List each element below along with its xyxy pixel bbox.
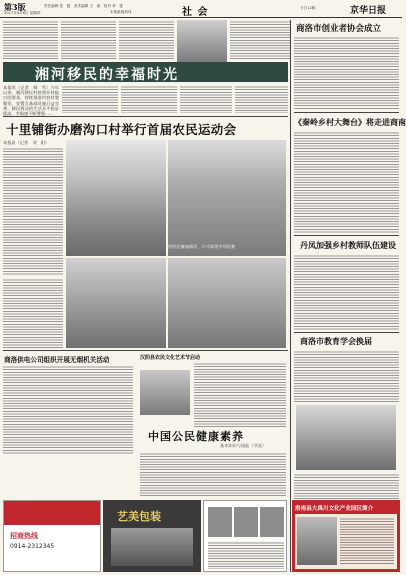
ad-portraits xyxy=(203,500,287,572)
ad-mid-photo xyxy=(111,528,193,566)
page-number: 第3版 xyxy=(4,2,26,12)
sports-photo-2 xyxy=(168,140,286,256)
ad-right-text xyxy=(340,517,394,565)
sports-photo-4 xyxy=(168,258,286,348)
sports-text-col-1 xyxy=(3,147,63,275)
top-text-col-2 xyxy=(61,20,116,60)
portrait xyxy=(260,507,284,537)
ad-mid-title: 艺美包装 xyxy=(117,510,161,523)
sports-text-col-2 xyxy=(3,278,63,348)
top-text-col-8 xyxy=(235,85,288,113)
bottom-left-text xyxy=(3,365,133,455)
issue-number: 今日12版 xyxy=(300,6,316,10)
sports-byline: 本报讯（记者 刘 阳） xyxy=(3,140,50,145)
health-text xyxy=(140,452,286,497)
right-headline-4: 商洛市教育学会换届 xyxy=(300,336,372,346)
top-text-col-3 xyxy=(119,20,174,60)
date-line: 2017年4月6日 星期四 xyxy=(4,11,41,15)
divider xyxy=(294,112,399,113)
right-text-1 xyxy=(294,36,399,110)
section-name: 社 会 xyxy=(182,7,209,18)
health-title: 中国公民健康素养 xyxy=(148,430,244,443)
editors-line: 责任编辑 张 磊 美术编辑 王 燕 校对 李 雯 xyxy=(44,4,123,8)
ad-portraits-text xyxy=(208,541,284,569)
health-subtitle: 基本知识与技能（节选） xyxy=(220,443,267,448)
sports-photo-main xyxy=(66,140,166,256)
right-headline-1: 商洛市创业者协会成立 xyxy=(296,24,382,34)
ad-right-title: 洛南县大禹川文化产业园区简介 xyxy=(295,506,374,512)
right-headline-3: 丹凤加强乡村教师队伍建设 xyxy=(300,240,396,250)
right-text-3 xyxy=(294,254,399,330)
paper-name: 京华日报 xyxy=(350,6,387,16)
portrait xyxy=(234,507,258,537)
divider xyxy=(3,350,288,351)
portrait xyxy=(208,507,232,537)
top-story-banner xyxy=(3,62,288,82)
top-photo xyxy=(177,20,227,62)
right-text-2 xyxy=(294,131,399,233)
ad-left-title: 招商热线 xyxy=(10,532,38,540)
ad-left[interactable] xyxy=(3,500,101,572)
hotline-label: 本报新闻热线 xyxy=(110,10,132,14)
right-headline-2: 《秦岭乡村大舞台》将走进商南 xyxy=(294,117,406,127)
right-text-4 xyxy=(294,350,399,402)
sports-caption: 村民们参加拔河、乒乓球等多项比赛 xyxy=(168,244,236,249)
ad-right[interactable] xyxy=(292,500,400,572)
top-text-col-4 xyxy=(230,20,290,60)
divider xyxy=(294,235,399,236)
ad-right-body xyxy=(295,514,397,569)
top-text-col-7 xyxy=(180,85,232,113)
masthead xyxy=(0,0,402,18)
top-story-headline: 湘河移民的幸福时光 xyxy=(35,67,179,83)
ad-right-photo xyxy=(297,517,337,565)
right-text-5 xyxy=(294,473,399,499)
top-story-lead: 本报讯（记者 韩 雪）今年以来，湘河移民村按照乡村振兴的要求，持续推进村容村貌整治，安置点基础设施日益完善，移民群众的生活水平稳步提高，幸福感不断增强…… xyxy=(3,85,59,117)
bottom-left-headline: 商洛供电公司组织开展无烟机关活动 xyxy=(4,356,110,364)
divider xyxy=(3,116,288,117)
column-divider xyxy=(290,20,291,572)
ad-left-banner xyxy=(4,501,100,525)
right-photo xyxy=(296,405,396,470)
bottom-mid-text xyxy=(194,362,286,427)
top-text-col-5 xyxy=(62,85,118,113)
bottom-mid-photo xyxy=(140,370,190,415)
top-text-col-1 xyxy=(3,20,58,60)
ad-mid[interactable] xyxy=(103,500,201,572)
top-text-col-6 xyxy=(121,85,177,113)
bottom-mid-headline: 汉阴县农民文化艺术节启动 xyxy=(140,355,201,361)
divider xyxy=(294,332,399,333)
sports-photo-3 xyxy=(66,258,166,348)
sports-headline: 十里铺街办磨沟口村举行首届农民运动会 xyxy=(6,122,237,137)
ad-left-phone: 0914-2312345 xyxy=(10,543,55,550)
